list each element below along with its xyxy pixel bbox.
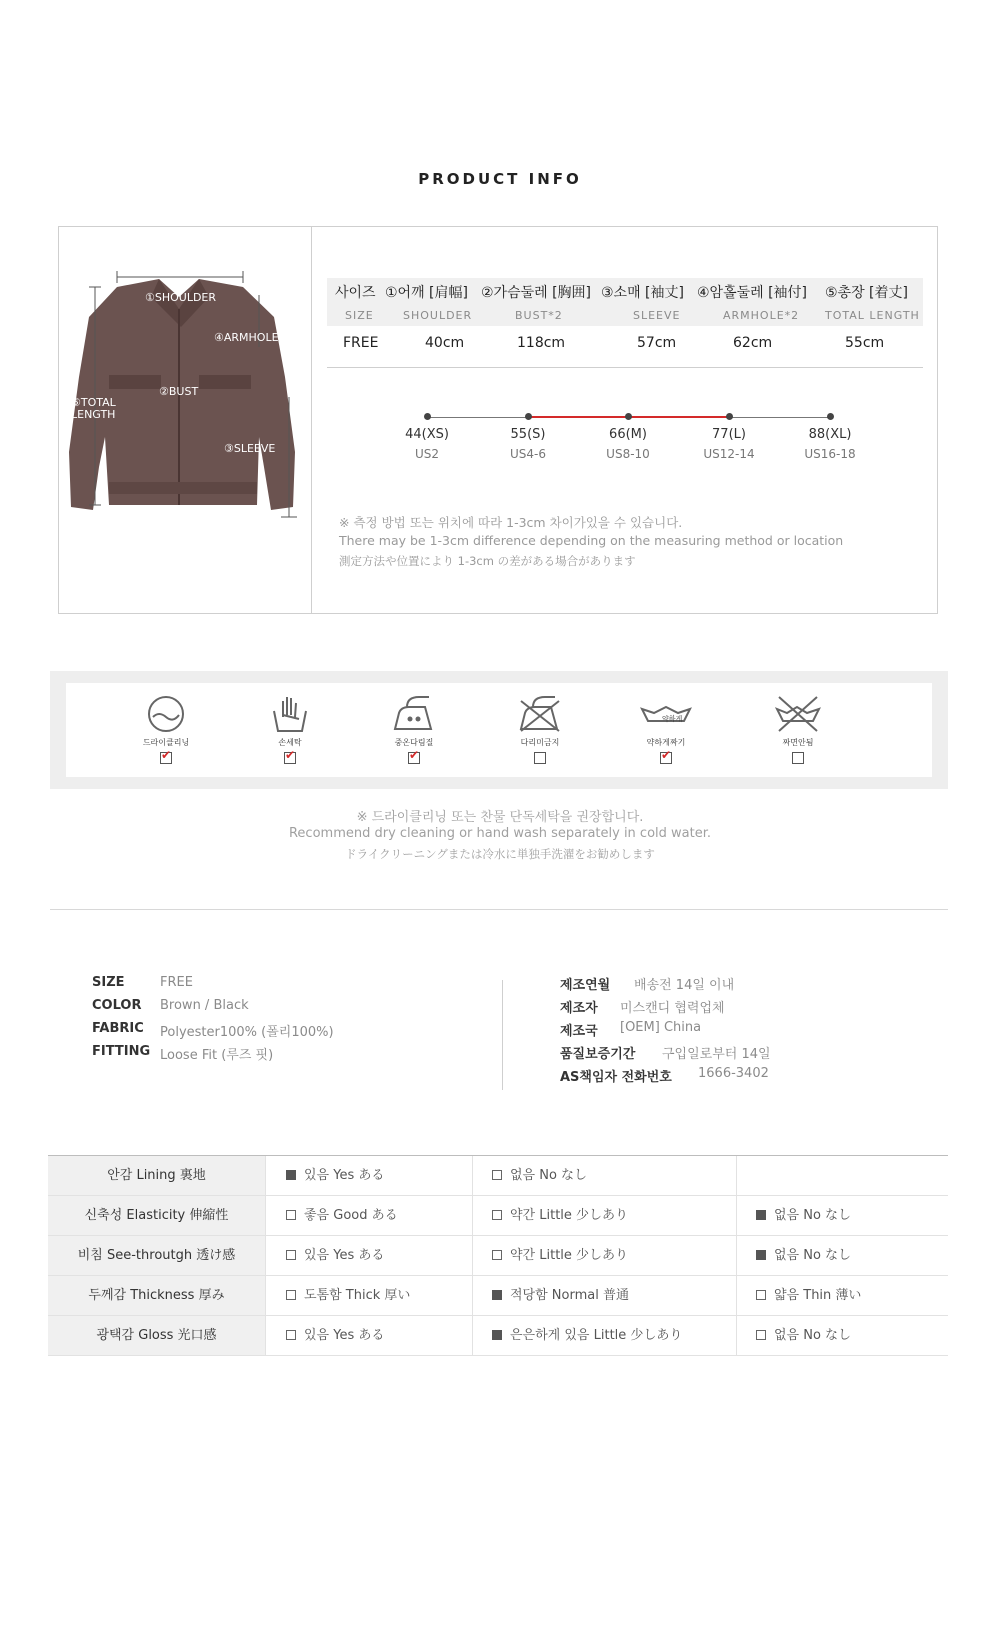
head-kr-size: 사이즈 (335, 285, 376, 301)
option-cell (286, 1236, 384, 1275)
label-shoulder: ①SHOULDER (145, 291, 217, 304)
care-checkbox: ✔ (285, 748, 296, 762)
spec-label: SIZE (92, 975, 125, 990)
option-label: 약간 Little 少しあり (510, 1248, 629, 1263)
care-note-jp: ドライクリーニングまたは冷水に単独手洗濯をお勧めします (345, 847, 655, 861)
option-cell (756, 1236, 851, 1275)
spec-label: AS책임자 전화번호 (560, 1070, 672, 1085)
table-row (48, 1316, 948, 1356)
scale-label: 66(M) (609, 427, 647, 442)
scale-us-label: US2 (414, 447, 440, 461)
size-info-box (58, 226, 938, 614)
care-checkbox: ✔ (661, 748, 672, 762)
care-panel (50, 671, 948, 789)
size-value: FREE (343, 335, 379, 351)
size-table-divider (327, 367, 923, 368)
option-checkbox (756, 1210, 766, 1220)
option-cell (492, 1276, 629, 1315)
care-checkbox (792, 752, 804, 764)
care-item-wring-gently (626, 693, 706, 764)
hand-wash-icon (269, 693, 311, 735)
option-cell (286, 1316, 384, 1355)
spec-label: 제조연월 (560, 978, 611, 993)
row-header: 광택감 Gloss 光口感 (48, 1316, 265, 1355)
cell-separator (472, 1276, 473, 1315)
cell-separator (265, 1316, 266, 1355)
care-item-hand-wash (250, 693, 330, 764)
spec-label: FABRIC (92, 1021, 144, 1036)
option-checkbox (492, 1250, 502, 1260)
option-label: 있음 Yes ある (304, 1168, 385, 1183)
option-label: 없음 No なし (774, 1328, 852, 1343)
cell-separator (472, 1156, 473, 1195)
option-label: 적당함 Normal 普通 (510, 1288, 629, 1303)
option-checkbox (756, 1290, 766, 1300)
care-label: 드라이클리닝 (142, 738, 190, 747)
cell-separator (265, 1156, 266, 1195)
option-label: 도톰함 Thick 厚い (304, 1288, 411, 1303)
option-checkbox (286, 1170, 296, 1180)
head-kr-armhole: ④암홀둘레 [袖付] (697, 285, 808, 301)
row-header: 신축성 Elasticity 伸縮性 (48, 1196, 265, 1235)
head-en-sleeve: SLEEVE (633, 309, 681, 322)
head-en-shoulder: SHOULDER (403, 309, 473, 322)
sleeve-value: 57cm (637, 335, 677, 351)
cell-separator (265, 1196, 266, 1235)
spec-label: FITTING (92, 1044, 151, 1059)
spec-label: 품질보증기간 (560, 1047, 636, 1062)
cell-separator (472, 1316, 473, 1355)
spec-label: 제조자 (560, 1001, 598, 1016)
no-iron-icon (517, 693, 563, 735)
cell-separator (472, 1196, 473, 1235)
head-en-size: SIZE (345, 309, 374, 322)
option-cell (756, 1316, 851, 1355)
option-label: 있음 Yes ある (304, 1248, 385, 1263)
care-label: 약하게짜기 (646, 738, 686, 747)
option-label: 없음 No なし (510, 1168, 588, 1183)
table-row (48, 1236, 948, 1276)
care-checkbox: ✔ (409, 748, 420, 762)
option-checkbox (286, 1290, 296, 1300)
scale-dot (726, 413, 733, 420)
spec-label: 제조국 (560, 1024, 598, 1039)
iron-medium-icon (391, 693, 437, 735)
no-wring-icon (773, 693, 823, 735)
scale-label: 77(L) (712, 427, 746, 442)
care-label: 다리미금지 (520, 738, 560, 747)
option-checkbox (286, 1330, 296, 1340)
scale-dot (424, 413, 431, 420)
option-checkbox (286, 1210, 296, 1220)
head-kr-total: ⑤총장 [着丈] (825, 285, 908, 301)
jacket-diagram (59, 227, 311, 613)
cell-separator (736, 1236, 737, 1275)
option-label: 은은하게 있음 Little 少しあり (510, 1328, 683, 1343)
section-divider (50, 909, 948, 910)
option-label: 좋음 Good ある (304, 1208, 398, 1223)
cell-separator (736, 1156, 737, 1195)
head-en-total: TOTAL LENGTH (825, 309, 920, 322)
scale-us-label: US12-14 (703, 447, 755, 461)
spec-value: Brown / Black (160, 998, 249, 1013)
care-checkbox: ✔ (161, 748, 172, 762)
measure-note-jp: 測定方法や位置により 1-3cm の差がある場合があります (339, 554, 636, 568)
spec-value: [OEM] China (620, 1020, 702, 1035)
armhole-value: 62cm (733, 335, 773, 351)
care-item-no-wring (758, 693, 838, 764)
option-cell (756, 1196, 851, 1235)
option-checkbox (286, 1250, 296, 1260)
option-cell (286, 1156, 384, 1195)
scale-label: 88(XL) (808, 427, 852, 442)
option-label: 있음 Yes ある (304, 1328, 385, 1343)
total-length-value: 55cm (845, 335, 885, 351)
measure-note-kr: ※ 측정 방법 또는 위치에 따라 1-3cm 차이가있을 수 있습니다. (339, 515, 683, 530)
scale-us-label: US4-6 (510, 447, 546, 461)
option-cell (756, 1276, 861, 1315)
row-header: 안감 Lining 裏地 (48, 1156, 265, 1195)
measure-note-en: There may be 1-3cm difference depending on the measuring method or location (339, 533, 844, 548)
scale-dot (625, 413, 632, 420)
scale-label: 55(S) (510, 427, 546, 442)
care-label: 중온다림질 (394, 738, 434, 747)
table-row (48, 1196, 948, 1236)
cell-separator (472, 1236, 473, 1275)
table-row (48, 1155, 948, 1196)
care-note-en: Recommend dry cleaning or hand wash separately in cold water. (288, 826, 711, 841)
option-cell (492, 1236, 628, 1275)
cell-separator (736, 1316, 737, 1355)
option-cell (492, 1156, 587, 1195)
page-title: PRODUCT INFO (418, 170, 582, 188)
spec-value: FREE (160, 975, 193, 990)
size-table-header (327, 278, 923, 326)
scale-dot (525, 413, 532, 420)
head-kr-bust: ②가슴둘레 [胸囲] (481, 285, 592, 301)
head-en-bust: BUST*2 (515, 309, 563, 322)
spec-divider (502, 980, 503, 1090)
table-row (48, 1276, 948, 1316)
spec-value: Loose Fit (루즈 핏) (160, 1048, 274, 1063)
spec-value: 구입일로부터 14일 (662, 1047, 771, 1062)
label-total-length (71, 397, 116, 421)
head-kr-shoulder: ①어깨 [肩幅] (385, 285, 468, 301)
cell-separator (265, 1276, 266, 1315)
row-header: 비침 See-throutgh 透け感 (48, 1236, 265, 1275)
box-divider (311, 227, 312, 613)
care-item-iron (374, 693, 454, 764)
fabric-table (48, 1155, 948, 1356)
cell-separator (736, 1276, 737, 1315)
option-checkbox (492, 1290, 502, 1300)
option-cell (286, 1276, 410, 1315)
option-label: 없음 No なし (774, 1208, 852, 1223)
care-item-no-iron (500, 693, 580, 764)
spec-value: 1666-3402 (698, 1066, 769, 1081)
option-label: 얇음 Thin 薄い (774, 1288, 862, 1303)
option-cell (492, 1196, 628, 1235)
option-label: 약간 Little 少しあり (510, 1208, 629, 1223)
option-label: 없음 No なし (774, 1248, 852, 1263)
label-bust: ②BUST (159, 385, 199, 398)
care-label: 짜면안됨 (782, 738, 814, 747)
label-sleeve: ③SLEEVE (224, 442, 276, 455)
scale-us-label: US16-18 (804, 447, 856, 461)
dry-clean-icon (145, 693, 187, 735)
care-checkbox (534, 752, 546, 764)
option-checkbox (756, 1330, 766, 1340)
cell-separator (736, 1196, 737, 1235)
label-total-line1: ⑤TOTAL (71, 396, 116, 409)
cell-separator (265, 1236, 266, 1275)
label-total-line2: LENGTH (71, 408, 116, 421)
head-en-armhole: ARMHOLE*2 (723, 309, 800, 322)
spec-value: 배송전 14일 이내 (634, 978, 735, 993)
care-note-kr: ※ 드라이클리닝 또는 찬물 단독세탁을 권장합니다. (356, 810, 644, 825)
care-label: 손세탁 (278, 738, 302, 747)
option-checkbox (492, 1210, 502, 1220)
head-kr-sleeve: ③소매 [袖丈] (601, 285, 684, 301)
option-checkbox (492, 1170, 502, 1180)
spec-label: COLOR (92, 998, 142, 1013)
spec-value: 미스캔디 협력업체 (620, 1001, 725, 1016)
option-checkbox (492, 1330, 502, 1340)
row-header: 두께감 Thickness 厚み (48, 1276, 265, 1315)
option-cell (492, 1316, 682, 1355)
option-cell (286, 1196, 398, 1235)
scale-us-label: US8-10 (606, 447, 650, 461)
care-panel-inner (66, 683, 932, 777)
label-armhole: ④ARMHOLE (214, 331, 279, 344)
shoulder-value: 40cm (425, 335, 465, 351)
spec-value: Polyester100% (폴리100%) (160, 1025, 334, 1040)
scale-dot (827, 413, 834, 420)
wring-icon-text: 약하게 (662, 715, 683, 723)
bust-value: 118cm (517, 335, 566, 351)
option-checkbox (756, 1250, 766, 1260)
scale-label: 44(XS) (405, 427, 449, 442)
care-item-dry-clean (126, 693, 206, 764)
